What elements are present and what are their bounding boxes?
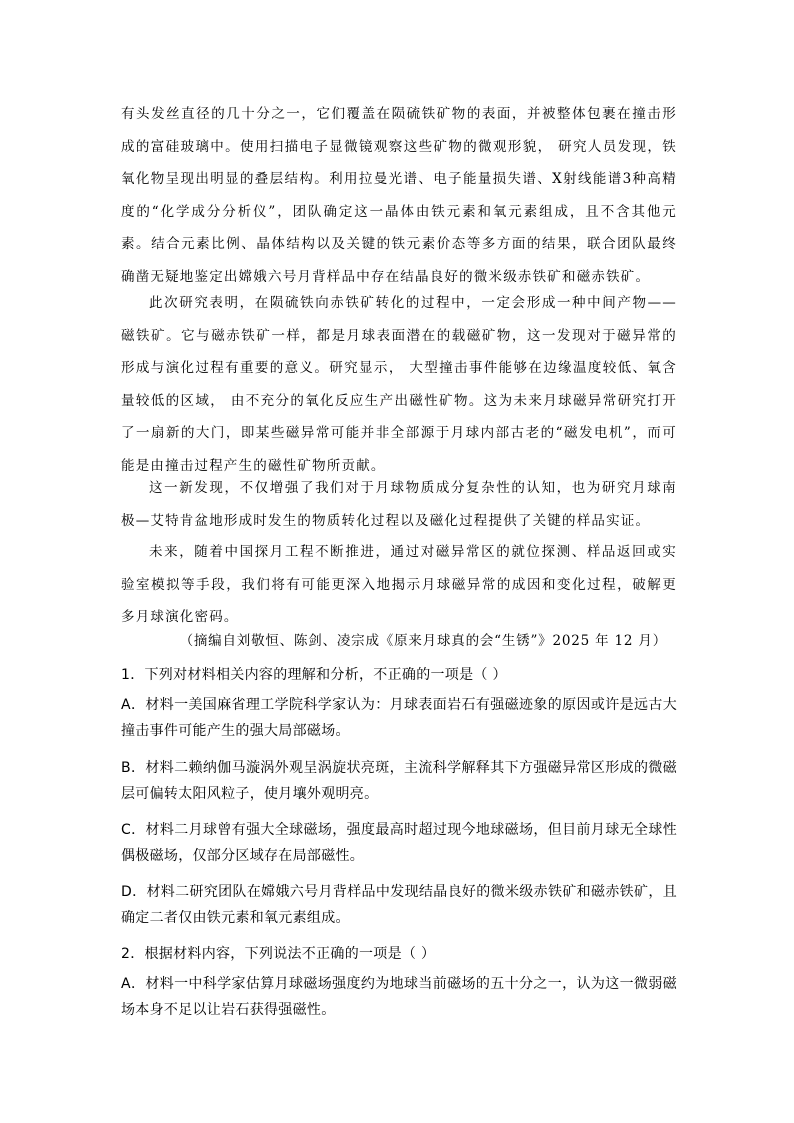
passage-paragraph-1: 有头发丝直径的几十分之一，它们覆盖在陨硫铁矿物的表面，并被整体包裹在撞击形成的富硅玻璃中。使用扫描电子显微镜观察这些矿物的微观形貌， 研究人员发现，铁氧化物呈现出明显的叠层结构。利用拉曼光谱、电子能量损失谱、X射线能谱3种高精度的“化学成分分析仪”，团队确定这一晶体由铁元素和氧元素组成，且不含其他元素。结合元素比例、晶体结构以及关键的铁元素价态等多方面的结果，联合团队最终确凿无疑地鉴定出嫦娥六号月背样品中存在结晶良好的微米级赤铁矿和磁赤铁矿。 [121,106,677,285]
question-1-option-b: B．材料二赖纳伽马漩涡外观呈涡旋状亮斑，主流科学解释其下方强磁异常区形成的微磁层可偏转太阳风粒子，使月壤外观明亮。 [121,760,677,802]
passage-paragraph-3: 这一新发现，不仅增强了我们对于月球物质成分复杂性的认知，也为研究月球南极—艾特肯盆地形成时发生的物质转化过程以及磁化过程提供了关键的样品实证。 [121,480,677,529]
question-1-stem: 1．下列对材料相关内容的理解和分析，不正确的一项是（ ） [121,667,507,683]
question-1-option-a: A．材料一美国麻省理工学院科学家认为：月球表面岩石有强磁迹象的原因或许是远古大撞击事件可能产生的强大局部磁场。 [121,697,677,739]
question-2-stem: 2．根据材料内容，下列说法不正确的一项是（ ） [121,946,436,962]
source-citation: （摘编自刘敬恒、陈剑、凌宗成《原来月球真的会“生锈”》2025 年 12 月） [179,633,667,649]
question-2-option-a: A．材料一中科学家估算月球磁场强度约为地球当前磁场的五十分之一，认为这一微弱磁场本身不足以让岩石获得强磁性。 [121,976,677,1018]
passage-paragraph-4: 未来，随着中国探月工程不断推进，通过对磁异常区的就位探测、样品返回或实验室模拟等手段，我们将有可能更深入地揭示月球磁异常的成因和变化过程，破解更多月球演化密码。 [121,544,677,626]
passage-paragraph-2: 此次研究表明，在陨硫铁向赤铁矿转化的过程中，一定会形成一种中间产物——磁铁矿。它与磁赤铁矿一样，都是月球表面潜在的载磁矿物，这一发现对于磁异常的形成与演化过程有重要的意义。研究显示， 大型撞击事件能够在边缘温度较低、氧含量较低的区域， 由不充分的氧化反应生产出磁性矿物。这为未来月球磁异常研究打开了一扇新的大门，即某些磁异常可能并非全部源于月球内部古老的“磁发电机”，而可能是由撞击过程产生的磁性矿物所贡献。 [121,295,677,474]
question-1-option-c: C．材料二月球曾有强大全球磁场，强度最高时超过现今地球磁场，但目前月球无全球性偶极磁场，仅部分区域存在局部磁性。 [121,822,677,864]
question-1-option-d: D．材料二研究团队在嫦娥六号月背样品中发现结晶良好的微米级赤铁矿和磁赤铁矿，且确定二者仅由铁元素和氧元素组成。 [121,884,677,926]
